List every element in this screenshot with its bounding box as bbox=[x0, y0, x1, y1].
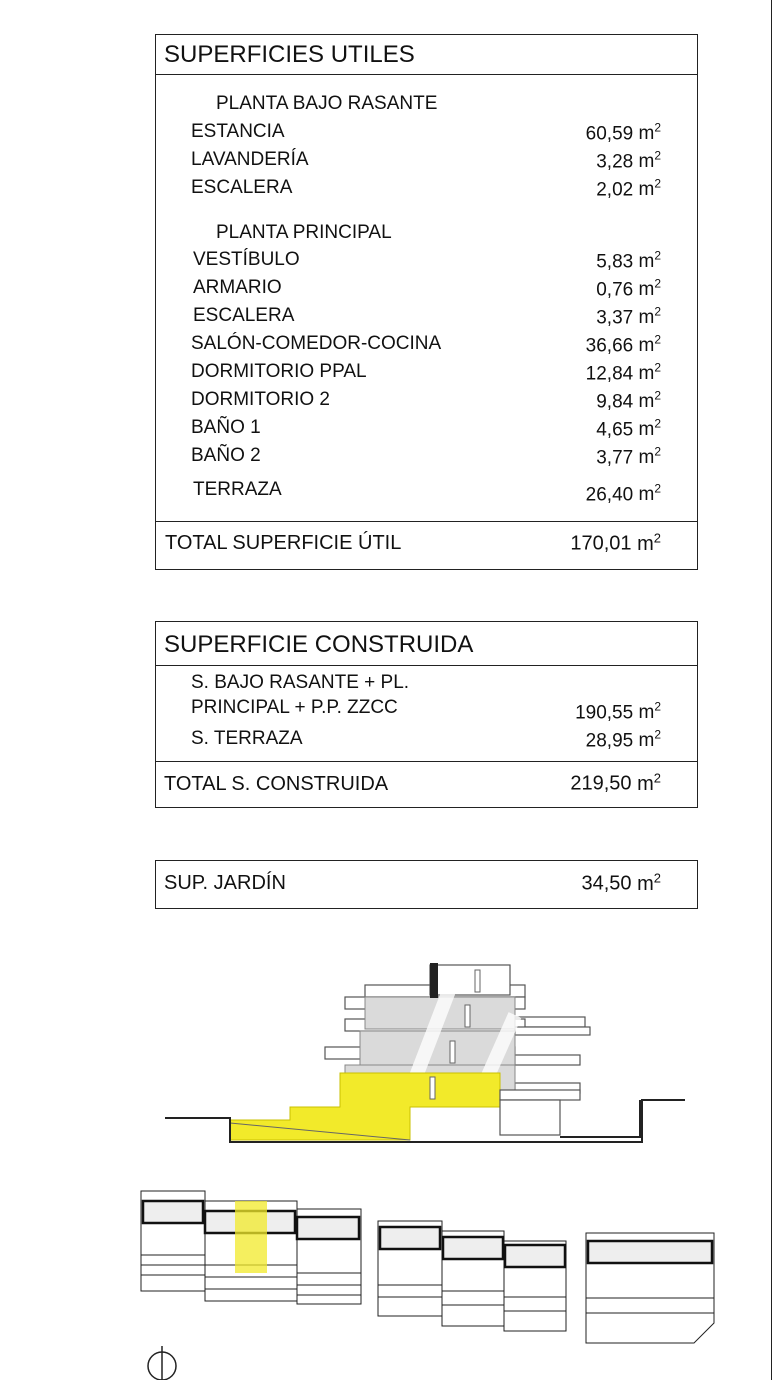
terrace-slab bbox=[500, 1090, 580, 1100]
roof-solar-panel bbox=[297, 1217, 359, 1239]
plan-block bbox=[586, 1298, 714, 1343]
chimney bbox=[430, 963, 438, 998]
total-row bbox=[156, 761, 697, 809]
balcony-slab bbox=[515, 1027, 590, 1035]
page-edge-line bbox=[771, 0, 772, 1380]
row-label: ESCALERA bbox=[191, 177, 293, 198]
built-surface-table bbox=[155, 621, 698, 808]
row-label: LAVANDERÍA bbox=[191, 149, 309, 170]
row-value: 4,65 $m^2$ bbox=[596, 417, 661, 441]
building-section-drawing bbox=[155, 955, 695, 1155]
row-value: 5,83 $m^2$ bbox=[596, 249, 661, 273]
garden-surface-box bbox=[155, 860, 698, 909]
row-value: 2,02 $m^2$ bbox=[596, 177, 661, 201]
garden-label: SUP. JARDÍN bbox=[164, 872, 286, 894]
row-value: 36,66 $m^2$ bbox=[585, 333, 661, 357]
garden-value: 34,50 $m^2$ bbox=[581, 870, 661, 895]
window bbox=[475, 970, 480, 992]
row-label: BAÑO 2 bbox=[191, 445, 261, 466]
window bbox=[465, 1005, 470, 1027]
row-value: 0,76 $m^2$ bbox=[596, 277, 661, 301]
window bbox=[430, 1077, 435, 1099]
row-value: 3,37 $m^2$ bbox=[596, 305, 661, 329]
roof-solar-panel bbox=[443, 1237, 503, 1259]
row-value: 9,84 $m^2$ bbox=[596, 389, 661, 413]
roof-solar-panel bbox=[588, 1241, 712, 1263]
section-heading-planta-principal: PLANTA PRINCIPAL bbox=[216, 222, 392, 243]
row-label: ESTANCIA bbox=[191, 121, 285, 142]
window bbox=[450, 1041, 455, 1063]
row-value: 12,84 $m^2$ bbox=[585, 361, 661, 385]
total-row bbox=[156, 521, 697, 571]
row-value: 26,40 $m^2$ bbox=[585, 482, 661, 506]
useful-surfaces-title: SUPERFICIES UTILES bbox=[156, 35, 697, 75]
row-label: ARMARIO bbox=[193, 277, 282, 298]
row-value: 3,28 $m^2$ bbox=[596, 149, 661, 173]
row-label: DORMITORIO PPAL bbox=[191, 361, 367, 382]
row-label: BAÑO 1 bbox=[191, 417, 261, 438]
row-value: 28,95 $m^2$ bbox=[585, 728, 661, 752]
useful-surfaces-table bbox=[155, 34, 698, 570]
total-value: 170,01 $m^2$ bbox=[570, 530, 661, 555]
terrace-wall bbox=[500, 1100, 560, 1135]
site-plan-blocks bbox=[138, 1185, 723, 1355]
balcony-slab bbox=[515, 1055, 580, 1065]
row-label: S. TERRAZA bbox=[191, 728, 303, 749]
highlighted-unit bbox=[230, 1073, 500, 1140]
roof-solar-panel bbox=[143, 1201, 203, 1223]
ground-line bbox=[560, 1100, 640, 1137]
row-label: DORMITORIO 2 bbox=[191, 389, 330, 410]
roof-solar-panel bbox=[380, 1227, 440, 1249]
row-label: S. BAJO RASANTE + PL. bbox=[191, 672, 410, 693]
total-label: TOTAL S. CONSTRUIDA bbox=[164, 773, 389, 795]
row-label: PRINCIPAL + P.P. ZZCC bbox=[191, 697, 398, 718]
row-label: SALÓN-COMEDOR-COCINA bbox=[191, 333, 442, 354]
section-heading-bajo-rasante: PLANTA BAJO RASANTE bbox=[216, 93, 438, 114]
highlighted-unit-plan bbox=[235, 1201, 267, 1273]
row-value: 190,55 $m^2$ bbox=[575, 700, 661, 724]
row-label: ESCALERA bbox=[193, 305, 295, 326]
north-arrow-icon bbox=[144, 1346, 182, 1380]
total-value: 219,50 $m^2$ bbox=[570, 770, 661, 795]
row-value: 3,77 $m^2$ bbox=[596, 445, 661, 469]
total-label: TOTAL SUPERFICIE ÚTIL bbox=[165, 532, 402, 554]
row-label: VESTÍBULO bbox=[193, 249, 300, 270]
row-label: TERRAZA bbox=[193, 479, 282, 500]
garden-row bbox=[156, 861, 697, 908]
row-value: 60,59 $m^2$ bbox=[585, 121, 661, 145]
roof-solar-panel bbox=[505, 1245, 565, 1267]
built-surface-title: SUPERFICIE CONSTRUIDA bbox=[156, 622, 697, 666]
